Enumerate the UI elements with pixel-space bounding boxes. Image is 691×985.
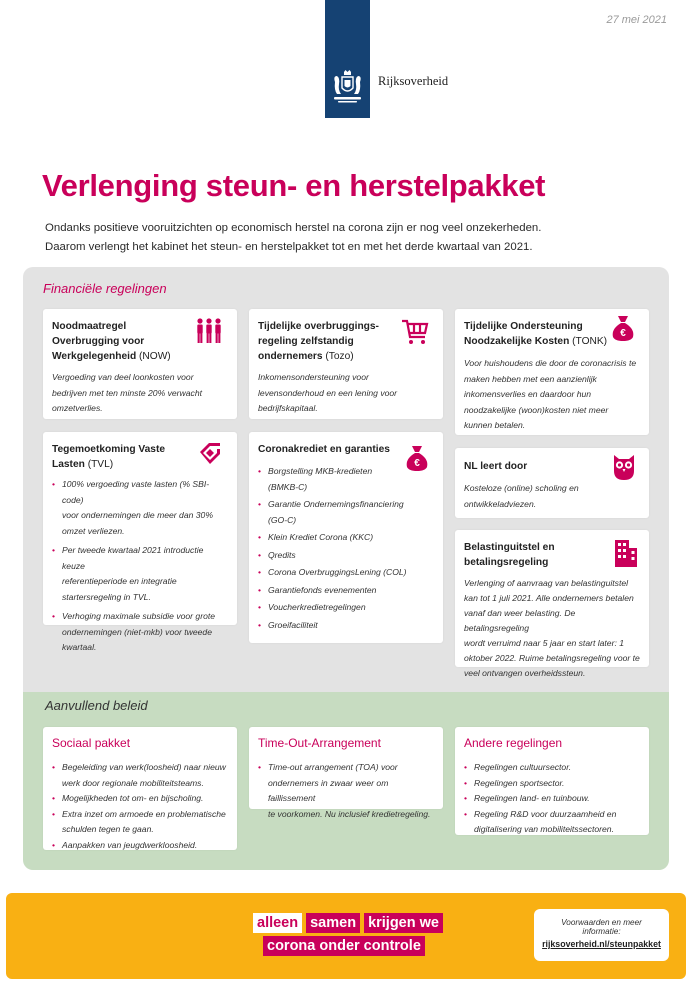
list-item: • Time-out arrangement (TOA) voor ondernemers in zwaar weer om faillissement te voorkomen. Nu inclusief kredietregeling. (258, 760, 434, 822)
list-item: • Extra inzet om armoede en problematische schulden tegen te gaan. (52, 807, 228, 838)
document-date: 27 mei 2021 (606, 14, 667, 26)
slogan-word: krijgen we (364, 913, 443, 933)
card-nl-leert-door-title: NL leert door (464, 461, 528, 472)
slogan (253, 913, 443, 959)
list-item: • Mogelijkheden tot om- en bijscholing. (52, 791, 228, 807)
card-time-out-arrangement-list (258, 760, 434, 822)
card-tozo-title: Tijdelijke overbruggings- regeling zelfstandig ondernemers (Tozo) (258, 321, 379, 362)
shopping-cart-icon (401, 319, 429, 345)
financial-section-title: Financiële regelingen (43, 281, 167, 296)
list-item: • Regelingen cultuursector. (464, 760, 640, 776)
card-nl-leert-door (455, 448, 649, 518)
aanvullend-section-title: Aanvullend beleid (45, 698, 148, 713)
list-item: • Aanpakken van jeugdwerkloosheid. (52, 838, 228, 854)
intro-text (45, 219, 541, 257)
rijksoverheid-logo-bar (325, 0, 370, 118)
slogan-word: corona onder controle (263, 936, 425, 956)
card-belastinguitstel (455, 530, 649, 678)
money-bag-icon (405, 444, 429, 472)
people-group-icon (195, 317, 223, 345)
page-title: Verlenging steun- en herstelpakket (42, 168, 546, 203)
logo-wordmark: Rijksoverheid (378, 74, 449, 88)
office-building-icon (613, 538, 639, 568)
list-item: • Garantie Ondernemingsfinanciering (GO-C) (258, 497, 434, 528)
footer-banner (6, 893, 686, 979)
card-tonk (455, 309, 649, 435)
svg-text:€: € (620, 328, 626, 339)
list-item: • Regelingen land- en tuinbouw. (464, 791, 640, 807)
list-item: • Garantiefonds evenementen (258, 583, 434, 599)
price-tag-icon (197, 440, 223, 466)
svg-text:€: € (414, 458, 420, 469)
money-bag-icon (611, 314, 635, 342)
card-tvl (43, 432, 237, 652)
card-tvl-list (52, 477, 228, 656)
list-item: • Groeifaciliteit (258, 618, 434, 634)
list-item: • Verhoging maximale subsidie voor grote ondernemingen (niet-mkb) voor tweede kwartaal. (52, 609, 228, 656)
list-item: • 100% vergoeding vaste lasten (% SBI-code) voor ondernemingen die meer dan 30% omzet verliezen. (52, 477, 228, 539)
card-tonk-text: Voor huishoudens die door de coronacrisis te maken hebben met een aanzienlijk inkomensverlies en daardoor hun noodzakelijke (woon)kosten niet meer kunnen betalen. (464, 358, 637, 430)
intro-line: Daarom verlengt het kabinet het steun- en herstelpakket tot en met het derde kwartaal van 2021. (45, 241, 533, 253)
info-label: Voorwaarden en meer informatie: (561, 918, 642, 936)
card-sociaal-pakket-list (52, 760, 228, 853)
list-item: • Begeleiding van werk(loosheid) naar nieuw werk door regionale mobiliteitsteams. (52, 760, 228, 791)
list-item: • Regeling R&D voor duurzaamheid en digitalisering van mobiliteitssectoren. (464, 807, 640, 838)
card-time-out-arrangement-title: Time-Out-Arrangement (258, 736, 381, 750)
card-coronakrediet-list (258, 464, 434, 633)
card-andere-regelingen (455, 727, 649, 835)
card-belastinguitstel-title: Belastinguitstel en betalingsregeling (464, 542, 555, 568)
list-item: • Borgstelling MKB-kredieten (BMKB-C) (258, 464, 434, 495)
card-tozo (249, 309, 443, 419)
slogan-word: alleen (253, 913, 302, 933)
list-item: • Per tweede kwartaal 2021 introductie keuze referentieperiode en integratie startersregeling in TVL. (52, 543, 228, 605)
card-belastinguitstel-text: Verlenging of aanvraag van belastinguitstel kan tot 1 juli 2021. Alle ondernemers betalen vanaf dan weer belasting. De betalingsregeling wordt verruimd naar 5 jaar en start later: 1 oktober 2022. Ruime betalingsregeling voor te veel ontvangen overheidssteun. (464, 578, 640, 678)
list-item: • Qredits (258, 548, 434, 564)
card-now-title: Noodmaatregel Overbrugging voor Werkgelegenheid (NOW) (52, 321, 171, 362)
card-andere-regelingen-title: Andere regelingen (464, 736, 563, 750)
card-tvl-title: Tegemoetkoming Vaste Lasten (TVL) (52, 444, 166, 470)
card-coronakrediet (249, 432, 443, 643)
card-time-out-arrangement (249, 727, 443, 819)
card-tonk-title: Tijdelijke Ondersteuning Noodzakelijke Kosten (TONK) (464, 321, 608, 347)
list-item: • Regelingen sportsector. (464, 776, 640, 792)
list-item: • Klein Krediet Corona (KKC) (258, 530, 434, 546)
card-now (43, 309, 237, 419)
card-andere-regelingen-list (464, 760, 640, 838)
coat-of-arms-icon (332, 70, 363, 104)
info-link[interactable]: rijksoverheid.nl/steunpakket (542, 939, 661, 949)
owl-icon (611, 453, 637, 481)
card-tozo-text: Inkomensondersteuning voor levensonderhoud en een lening voor bedrijfskapitaal. (258, 372, 398, 413)
card-sociaal-pakket (43, 727, 237, 850)
list-item: • Voucherkredietregelingen (258, 600, 434, 616)
intro-line: Ondanks positieve vooruitzichten op economisch herstel na corona zijn er nog veel onzekerheden. (45, 222, 542, 234)
slogan-word: samen (306, 913, 360, 933)
card-now-text: Vergoeding van deel loonkosten voor bedrijven met ten minste 20% verwacht omzetverlies. (52, 372, 202, 413)
card-sociaal-pakket-title: Sociaal pakket (52, 736, 131, 750)
card-coronakrediet-title: Coronakrediet en garanties (258, 444, 390, 455)
list-item: • Corona OverbruggingsLening (COL) (258, 565, 434, 581)
card-nl-leert-door-text: Kosteloze (online) scholing en ontwikkeladviezen. (464, 483, 579, 509)
info-box (534, 909, 669, 961)
